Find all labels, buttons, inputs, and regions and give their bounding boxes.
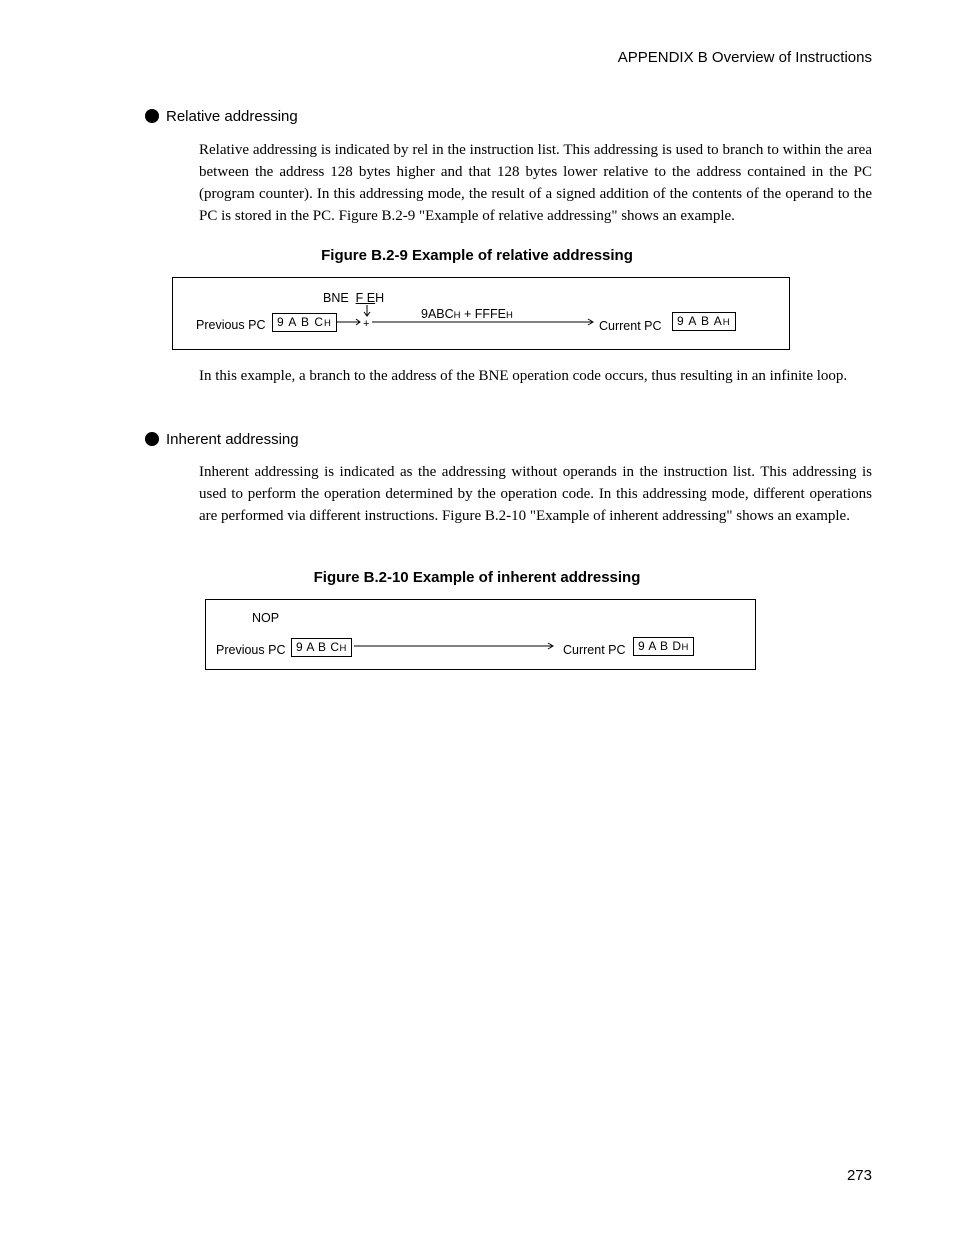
current-pc-label: Current PC — [599, 319, 662, 333]
section-title-relative: Relative addressing — [166, 108, 298, 125]
figure-caption-inherent: Figure B.2-10 Example of inherent addressing — [313, 569, 641, 586]
figure-caption-relative: Figure B.2-9 Example of relative addressing — [321, 247, 633, 264]
inherent-arrows — [206, 600, 755, 669]
figure-inherent-addressing — [205, 599, 756, 670]
previous-pc-suffix: H — [324, 318, 332, 329]
instruction-mnemonic: BNE — [323, 291, 349, 305]
adder-plus-icon: + — [363, 318, 370, 330]
bullet-icon — [145, 432, 159, 446]
calc-b-suffix: H — [506, 310, 513, 321]
page-number: 273 — [846, 1167, 872, 1184]
calc-operand-b: + FFFE — [460, 307, 507, 321]
calc-operand-a: 9ABC — [421, 307, 454, 321]
previous-pc-label: Previous PC — [216, 643, 286, 657]
previous-pc-value: 9 A B C — [277, 315, 325, 329]
paragraph-relative: Relative addressing is indicated by rel in the instruction list. This addressing is used to branch to within the area between the address 128 bytes higher and that 128 bytes lower relative to the address contained in the PC (program counter). In this addressing mode, the result of a signed addition of the contents of the operand to the PC is stored in the PC. Figure B.2-9 "Example of relative addressing" shows an example. — [199, 142, 872, 224]
bullet-icon — [145, 109, 159, 123]
current-pc-label: Current PC — [563, 643, 626, 657]
calc-a-suffix: H — [453, 310, 461, 321]
section-title-inherent: Inherent addressing — [166, 431, 299, 448]
relative-arrows — [173, 278, 789, 349]
paragraph-relative-note: In this example, a branch to the address of the BNE operation code occurs, thus resulting in an infinite loop. — [199, 368, 848, 384]
current-pc-suffix: H — [681, 642, 689, 653]
operand-value: F E — [355, 291, 376, 305]
current-pc-suffix: H — [722, 317, 731, 328]
figure-relative-addressing — [172, 277, 790, 350]
running-header: APPENDIX B Overview of Instructions — [617, 49, 872, 66]
previous-pc-label: Previous PC — [196, 318, 266, 332]
instruction-mnemonic: NOP — [252, 611, 280, 625]
previous-pc-suffix: H — [339, 643, 347, 654]
paragraph-inherent: Inherent addressing is indicated as the addressing without operands in the instruction list. This addressing is used to perform the operation determined by the operation code. In this addressing mode, different operations are performed via different instructions. Figure B.2-10 "Example of inherent addressing" shows an example. — [199, 464, 872, 524]
current-pc-value: 9 A B D — [638, 639, 682, 653]
previous-pc-value: 9 A B C — [296, 640, 340, 654]
operand-suffix: H — [375, 291, 385, 305]
current-pc-value: 9 A B A — [677, 314, 723, 328]
